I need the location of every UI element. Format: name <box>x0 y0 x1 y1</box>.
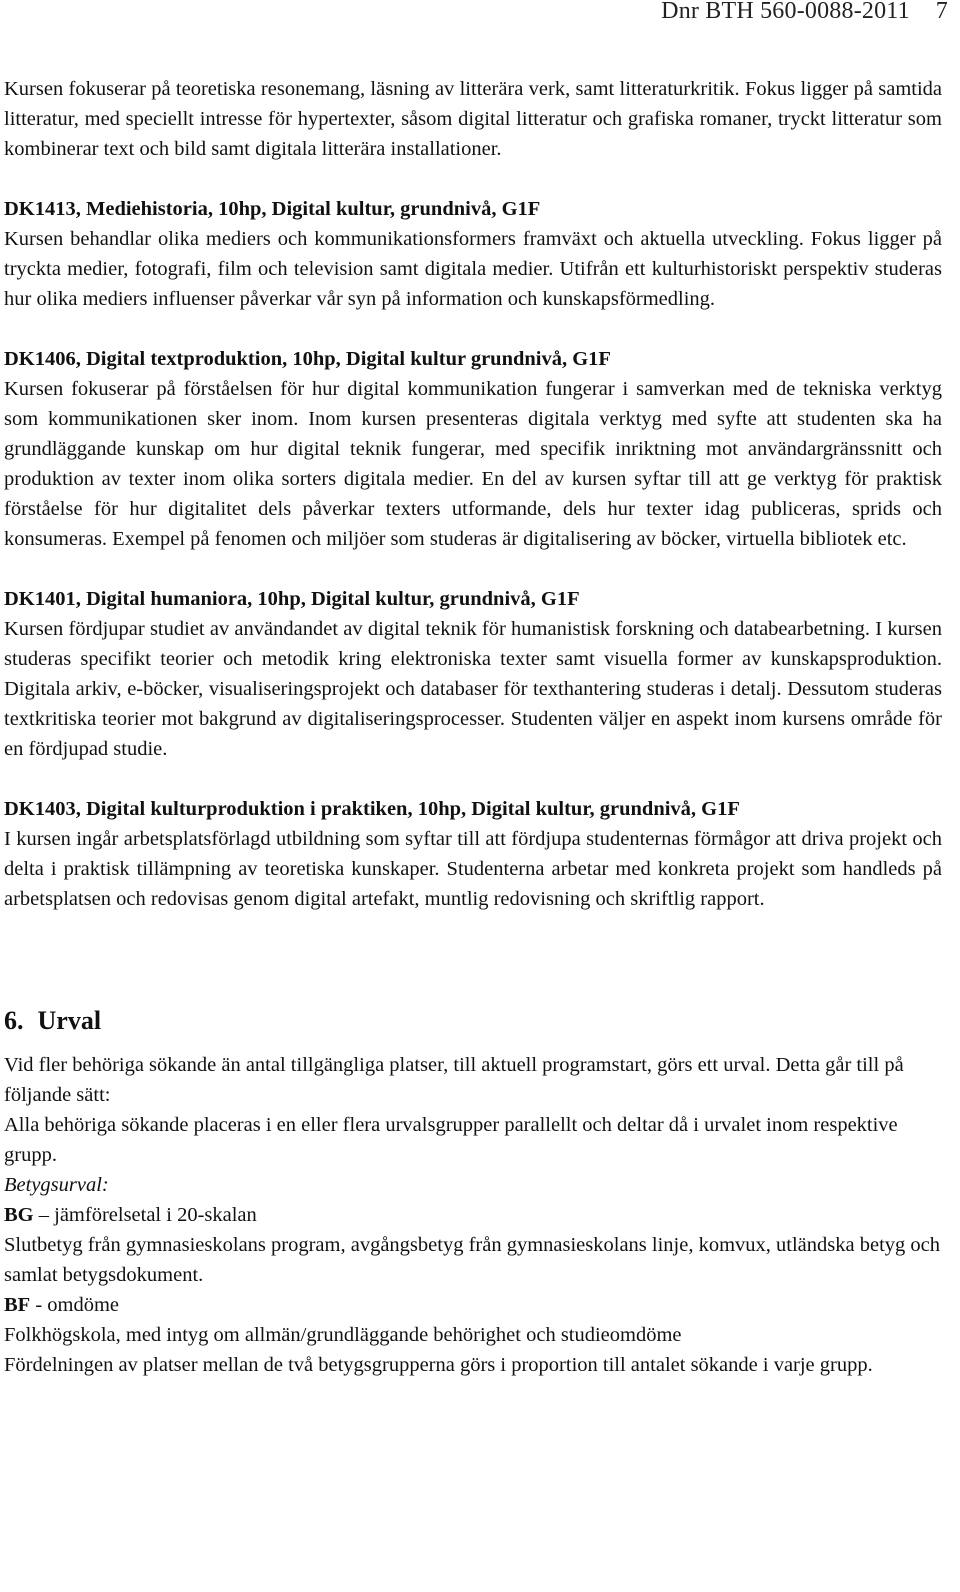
page-content <box>4 74 942 1380</box>
bf-description: - omdöme <box>30 1294 120 1316</box>
course-description: Kursen fördjupar studiet av användandet av digital teknik för humanistisk forskning och databearbetning. I kursen studeras specifikt teorier och metodik kring elektroniska texter samt visuella former av kunskapsproduktion. Digitala arkiv, e-böcker, visualiseringsprojekt och databaser för texthantering studeras i detalj. Dessutom studeras textkritiska teorier mot bakgrund av digitaliseringsprocesser. Studenten väljer en aspekt inom kursens område för en fördjupad studie. <box>4 618 942 760</box>
bf-code: BF <box>4 1294 31 1316</box>
course-description: I kursen ingår arbetsplatsförlagd utbildning som syftar till att fördjupa studenternas förmågor att driva projekt och delta i praktisk tillämpning av teoretiska kunskaper. Studenterna arbetar med konkreta projekt som handleds på arbetsplatsen och redovisas genom digital artefakt, muntlig redovisning och skriftlig rapport. <box>4 828 942 910</box>
course-dk1413 <box>4 194 942 314</box>
bg-code: BG <box>4 1204 34 1226</box>
course-title: DK1413, Mediehistoria, 10hp, Digital kultur, grundnivå, G1F <box>4 198 541 220</box>
course-title: DK1401, Digital humaniora, 10hp, Digital kultur, grundnivå, G1F <box>4 588 580 610</box>
urval-intro: Vid fler behöriga sökande än antal tillgängliga platser, till aktuell programstart, görs ett urval. Detta går till på följande sätt: <box>4 1054 904 1106</box>
course-dk1406 <box>4 344 942 554</box>
section-title: Urval <box>37 1006 102 1035</box>
bg-text: Slutbetyg från gymnasieskolans program, avgångsbetyg från gymnasieskolans linje, komvux, utländska betyg och samlat betygsdokument. <box>4 1234 940 1286</box>
bg-description: – jämförelsetal i 20-skalan <box>33 1204 257 1226</box>
urval-groups: Alla behöriga sökande placeras i en eller flera urvalsgrupper parallellt och deltar då i urvalet inom respektive grupp. <box>4 1114 898 1166</box>
page-header <box>661 0 948 25</box>
bf-line <box>4 1290 942 1320</box>
urval-section <box>4 1050 942 1380</box>
intro-paragraph: Kursen fokuserar på teoretiska resonemang, läsning av litterära verk, samt litteraturkritik. Fokus ligger på samtida litteratur, med speciellt intresse för hypertexter, såsom digital litteratur och grafiska romaner, tryckt litteratur som kombinerar text och bild samt digitala litterära installationer. <box>4 78 942 160</box>
course-title: DK1406, Digital textproduktion, 10hp, Digital kultur grundnivå, G1F <box>4 348 611 370</box>
course-dk1403 <box>4 794 942 914</box>
betygsurval-label: Betygsurval: <box>4 1174 109 1196</box>
course-dk1401 <box>4 584 942 764</box>
course-description: Kursen behandlar olika mediers och kommunikationsformers framväxt och aktuella utveckling. Fokus ligger på tryckta medier, fotografi, film och television samt digitala medier. Utifrån ett kulturhistoriskt perspektiv studeras hur olika mediers influenser påverkar vår syn på information och kunskapsförmedling. <box>4 228 942 310</box>
distribution-text: Fördelningen av platser mellan de två betygsgrupperna görs i proportion till antalet sökande i varje grupp. <box>4 1354 873 1376</box>
section-heading-urval <box>4 1004 942 1038</box>
document-reference: Dnr BTH 560-0088-2011 <box>661 0 910 24</box>
course-title: DK1403, Digital kulturproduktion i praktiken, 10hp, Digital kultur, grundnivå, G1F <box>4 798 740 820</box>
course-description: Kursen fokuserar på förståelsen för hur digital kommunikation fungerar i samverkan med de tekniska verktyg som kommunikationen sker inom. Inom kursen presenteras digitala verktyg med syfte att studenten ska ha grundläggande kunskap om hur digital teknik fungerar, med specifik inriktning mot användargränssnitt och produktion av texter inom olika sorters digitala medier. En del av kursen syftar till att ge verktyg för praktisk förståelse för hur digitalitet dels påverkar texters utformande, dels hur texter idag publiceras, sprids och konsumeras. Exempel på fenomen och miljöer som studeras är digitalisering av böcker, virtuella bibliotek etc. <box>4 378 942 550</box>
bf-text: Folkhögskola, med intyg om allmän/grundläggande behörighet och studieomdöme <box>4 1324 682 1346</box>
section-number: 6. <box>4 1006 24 1035</box>
bg-line <box>4 1200 942 1230</box>
page-number: 7 <box>935 0 948 24</box>
